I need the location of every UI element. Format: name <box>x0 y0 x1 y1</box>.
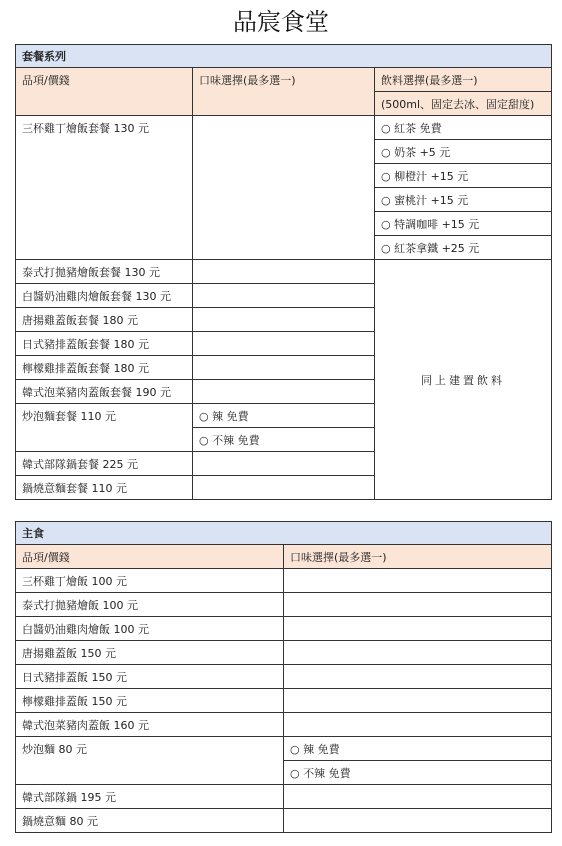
main-item: 白醬奶油雞肉燴飯 100 元 <box>16 617 284 641</box>
col-header-drink-note: (500ml、固定去冰、固定甜度) <box>375 92 552 116</box>
set-meals-table <box>15 44 552 500</box>
main-item: 日式豬排蓋飯 150 元 <box>16 665 284 689</box>
flavor-cell-empty <box>284 569 552 593</box>
set-meal-item: 唐揚雞蓋飯套餐 180 元 <box>16 308 193 332</box>
mains-section-title: 主食 <box>16 522 552 545</box>
main-item: 韓式部隊鍋 195 元 <box>16 785 284 809</box>
set-meal-item: 白醬奶油雞肉燴飯套餐 130 元 <box>16 284 193 308</box>
col-header-drink: 飲料選擇(最多選一) <box>375 68 552 92</box>
flavor-cell-empty <box>193 260 375 284</box>
set-meal-item: 日式豬排蓋飯套餐 180 元 <box>16 332 193 356</box>
drink-option: ○ 蜜桃汁 +15 元 <box>375 188 552 212</box>
flavor-cell-empty <box>193 476 375 500</box>
flavor-option: ○ 辣 免費 <box>284 737 552 761</box>
drink-option: ○ 奶茶 +5 元 <box>375 140 552 164</box>
flavor-cell-empty <box>193 284 375 308</box>
set-meals-section-title: 套餐系列 <box>16 45 552 68</box>
flavor-cell-empty <box>193 356 375 380</box>
flavor-cell-empty <box>193 380 375 404</box>
set-meal-item: 三杯雞丁燴飯套餐 130 元 <box>16 116 193 260</box>
flavor-cell-empty <box>284 713 552 737</box>
drink-option: ○ 紅茶拿鐵 +25 元 <box>375 236 552 260</box>
main-item: 泰式打拋豬燴飯 100 元 <box>16 593 284 617</box>
set-meal-item: 檸檬雞排蓋飯套餐 180 元 <box>16 356 193 380</box>
flavor-cell-empty <box>193 332 375 356</box>
col-header-item: 品項/價錢 <box>16 68 193 116</box>
main-item: 唐揚雞蓋飯 150 元 <box>16 641 284 665</box>
set-meal-item: 鍋燒意麵套餐 110 元 <box>16 476 193 500</box>
set-meal-item: 韓式部隊鍋套餐 225 元 <box>16 452 193 476</box>
main-item: 檸檬雞排蓋飯 150 元 <box>16 689 284 713</box>
flavor-cell-empty <box>284 785 552 809</box>
col-header-flavor: 口味選擇(最多選一) <box>284 545 552 569</box>
main-item: 韓式泡菜豬肉蓋飯 160 元 <box>16 713 284 737</box>
same-drinks-note: 同上建置飲料 <box>375 260 552 500</box>
flavor-cell-empty <box>284 665 552 689</box>
main-item: 炒泡麵 80 元 <box>16 737 284 785</box>
flavor-cell-empty <box>284 617 552 641</box>
flavor-option: ○ 不辣 免費 <box>284 761 552 785</box>
flavor-cell-empty <box>284 593 552 617</box>
drink-option: ○ 紅茶 免費 <box>375 116 552 140</box>
flavor-cell-empty <box>284 809 552 833</box>
flavor-cell-empty <box>193 452 375 476</box>
set-meal-item: 炒泡麵套餐 110 元 <box>16 404 193 452</box>
flavor-option: ○ 不辣 免費 <box>193 428 375 452</box>
col-header-flavor: 口味選擇(最多選一) <box>193 68 375 116</box>
col-header-item: 品項/價錢 <box>16 545 284 569</box>
flavor-cell-empty <box>284 689 552 713</box>
flavor-option: ○ 辣 免費 <box>193 404 375 428</box>
page-title: 品宸食堂 <box>233 8 329 36</box>
flavor-cell-empty <box>193 308 375 332</box>
main-item: 鍋燒意麵 80 元 <box>16 809 284 833</box>
drink-option: ○ 特調咖啡 +15 元 <box>375 212 552 236</box>
flavor-cell-empty <box>193 116 375 260</box>
main-item: 三杯雞丁燴飯 100 元 <box>16 569 284 593</box>
drink-option: ○ 柳橙汁 +15 元 <box>375 164 552 188</box>
mains-table <box>15 521 552 833</box>
set-meal-item: 韓式泡菜豬肉蓋飯套餐 190 元 <box>16 380 193 404</box>
set-meal-item: 泰式打拋豬燴飯套餐 130 元 <box>16 260 193 284</box>
flavor-cell-empty <box>284 641 552 665</box>
